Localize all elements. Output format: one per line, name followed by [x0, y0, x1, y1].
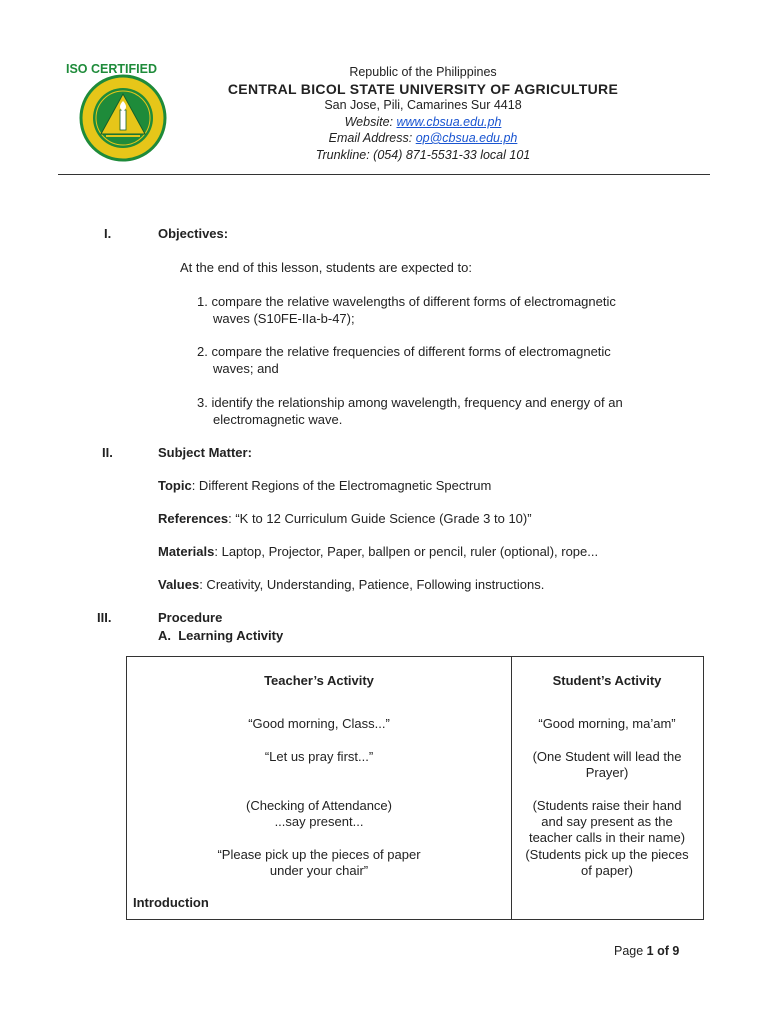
teacher-attendance [127, 798, 511, 830]
student-attendance-line-3: teacher calls in their name) [528, 830, 686, 845]
section-numeral-subject-matter: II. [102, 445, 113, 460]
student-pick-paper-line-2: of paper) [580, 863, 634, 878]
subsection-learning-activity: A. Learning Activity [158, 628, 284, 643]
university-seal-icon [78, 74, 168, 162]
page-number [614, 944, 679, 958]
republic-line: Republic of the Philippines [349, 65, 497, 79]
teacher-pick-paper-line-2: under your chair” [269, 863, 369, 878]
student-prayer-line-1: (One Student will lead the [532, 749, 682, 764]
page-total: 9 [672, 944, 680, 958]
email-label: Email Address: [328, 131, 416, 145]
objective-item-2 [197, 343, 657, 377]
student-attendance [511, 798, 703, 846]
student-prayer [511, 749, 703, 781]
university-name: CENTRAL BICOL STATE UNIVERSITY OF AGRICULTURE [227, 80, 619, 97]
references-value: : “K to 12 Curriculum Guide Science (Grade 3 to 10)” [228, 511, 532, 526]
topic-label: Topic [158, 478, 192, 493]
student-activity-header: Student’s Activity [552, 673, 662, 688]
references-line [158, 511, 532, 526]
page-current: 1 [646, 944, 654, 958]
section-title-objectives: Objectives: [158, 226, 229, 241]
teacher-pick-paper-line-1: “Please pick up the pieces of paper [217, 847, 421, 862]
teacher-activity-header: Teacher’s Activity [264, 673, 374, 688]
objective-item-1 [197, 293, 657, 327]
teacher-greeting: “Good morning, Class...” [248, 716, 390, 731]
email-link[interactable]: op@cbsua.edu.ph [415, 131, 518, 145]
objective-3-line-1: 3. identify the relationship among wavelength, frequency and energy of an [197, 395, 623, 410]
student-attendance-line-2: and say present as the [541, 814, 673, 829]
objective-2-line-1: 2. compare the relative frequencies of different forms of electromagnetic [197, 344, 611, 359]
objective-2-line-2: waves; and [213, 361, 279, 376]
section-numeral-procedure: III. [97, 610, 112, 625]
activity-table [126, 656, 704, 920]
objective-item-3 [197, 394, 657, 428]
iso-certified-label: ISO CERTIFIED [66, 62, 157, 76]
student-pick-paper-line-1: (Students pick up the pieces [525, 847, 689, 862]
teacher-attendance-line-2: ...say present... [274, 814, 364, 829]
student-pick-paper [511, 847, 703, 879]
topic-line [158, 478, 491, 493]
page-of: of [653, 944, 673, 958]
objective-1-line-1: 1. compare the relative wavelengths of different forms of electromagnetic [197, 294, 616, 309]
values-value: : Creativity, Understanding, Patience, Following instructions. [199, 577, 545, 592]
teacher-prayer: “Let us pray first...” [264, 749, 374, 764]
section-title-procedure: Procedure [158, 610, 223, 625]
teacher-attendance-line-1: (Checking of Attendance) [246, 798, 392, 813]
materials-line [158, 544, 598, 559]
student-prayer-line-2: Prayer) [585, 765, 629, 780]
introduction-heading: Introduction [133, 895, 209, 910]
header-divider [58, 174, 710, 175]
values-line [158, 577, 544, 592]
teacher-pick-paper [127, 847, 511, 879]
materials-label: Materials [158, 544, 215, 559]
objectives-intro: At the end of this lesson, students are expected to: [180, 260, 472, 275]
university-address: San Jose, Pili, Camarines Sur 4418 [324, 98, 522, 112]
references-label: References [158, 511, 229, 526]
topic-value: : Different Regions of the Electromagnetic Spectrum [191, 478, 492, 493]
student-attendance-line-1: (Students raise their hand [532, 798, 682, 813]
letterhead [200, 64, 646, 163]
table-column-divider [511, 657, 512, 919]
materials-value: : Laptop, Projector, Paper, ballpen or pencil, ruler (optional), rope... [214, 544, 599, 559]
email-line [200, 130, 646, 147]
values-label: Values [158, 577, 200, 592]
objective-3-line-2: electromagnetic wave. [213, 412, 343, 427]
section-numeral-objectives: I. [104, 226, 112, 241]
objective-1-line-2: waves (S10FE-IIa-b-47); [213, 311, 355, 326]
website-link[interactable]: www.cbsua.edu.ph [396, 114, 502, 129]
trunkline: Trunkline: (054) 871-5531-33 local 101 [315, 147, 531, 162]
website-label: Website: [344, 114, 397, 129]
section-title-subject-matter: Subject Matter: [158, 445, 252, 460]
page-prefix: Page [614, 944, 647, 958]
student-greeting: “Good morning, ma’am” [538, 716, 676, 731]
website-line [200, 114, 646, 131]
